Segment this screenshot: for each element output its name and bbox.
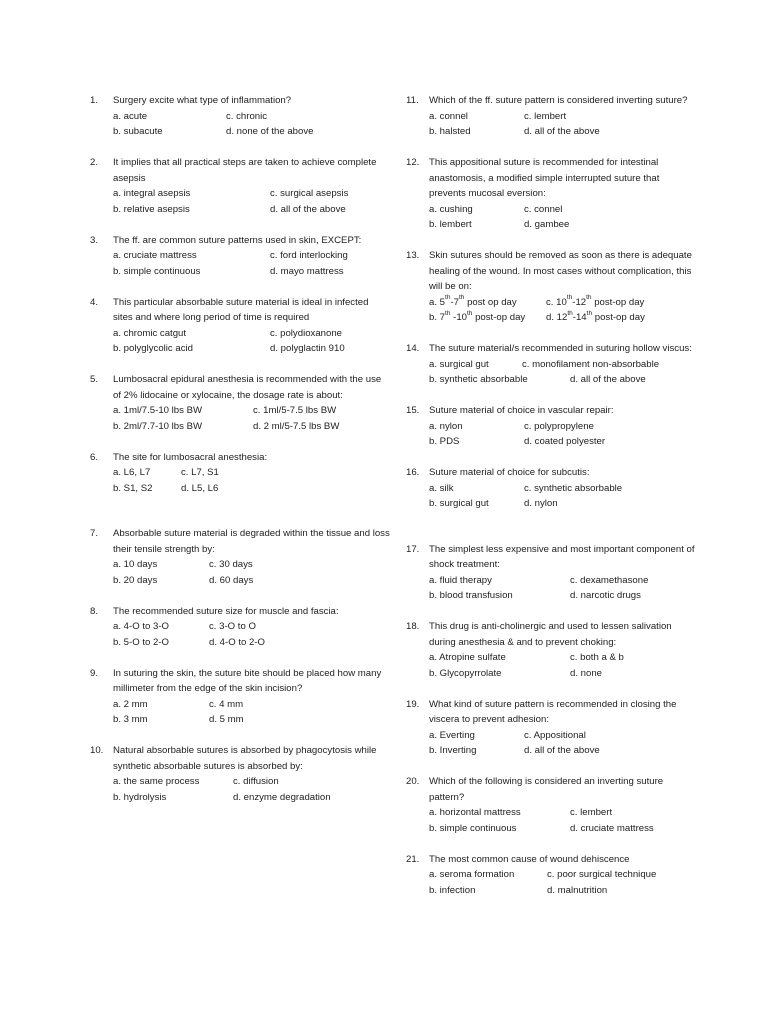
option-a: a. acute	[113, 110, 148, 122]
option-row	[429, 310, 696, 326]
question-1	[90, 93, 390, 140]
question-text: Which of the ff. suture pattern is considered inverting suture?	[429, 95, 688, 106]
question-13	[406, 248, 696, 326]
option-row	[429, 481, 696, 497]
question-7	[90, 526, 390, 588]
option-c: c. polypropylene	[524, 420, 594, 432]
question-16	[406, 465, 696, 512]
question-text: The ff. are common suture patterns used in skin, EXCEPT:	[113, 234, 362, 246]
question-text: The simplest less expensive and most important component of shock treatment:	[429, 543, 695, 570]
option-c: c. 1ml/5-7.5 lbs BW	[253, 405, 337, 416]
option-d: d. all of the above	[524, 126, 600, 137]
option-row	[429, 573, 696, 589]
option-a: a. connel	[429, 110, 468, 122]
option-d: d. enzyme degradation	[233, 791, 331, 803]
option-row	[113, 419, 390, 435]
option-c: c. synthetic absorbable	[524, 482, 623, 494]
option-c: c. ford interlocking	[270, 250, 348, 261]
question-4	[90, 295, 390, 357]
option-b: b. subacute	[113, 126, 163, 137]
option-c: c. 10th-12th post-op day	[546, 294, 645, 308]
option-d: d. coated polyester	[524, 436, 606, 447]
option-d: d. 12th-14th post-op day	[546, 309, 645, 323]
option-b: b. simple continuous	[113, 265, 201, 277]
option-b: b. infection	[429, 884, 476, 896]
question-19	[406, 697, 696, 759]
option-a: a. 1ml/7.5-10 lbs BW	[113, 405, 203, 416]
option-b: b. synthetic absorbable	[429, 374, 528, 385]
question-number: 8.	[90, 605, 99, 617]
question-number: 19.	[406, 698, 420, 710]
question-number: 20.	[406, 776, 420, 787]
option-a: a. fluid therapy	[429, 574, 492, 586]
option-d: d. 4-O to 2-O	[209, 636, 265, 648]
question-number: 4.	[90, 296, 99, 308]
option-c: c. diffusion	[233, 776, 279, 787]
option-row	[113, 264, 390, 280]
question-8	[90, 604, 390, 651]
option-a: a. 10 days	[113, 559, 158, 570]
option-b: b. halsted	[429, 126, 471, 137]
question-18	[406, 619, 696, 681]
question-number: 16.	[406, 467, 420, 478]
option-d: d. mayo mattress	[270, 265, 344, 277]
question-text: In suturing the skin, the suture bite should be placed how many millimeter from the edge of the skin incision?	[113, 667, 382, 694]
right-column	[406, 93, 696, 898]
option-a: a. seroma formation	[429, 869, 515, 880]
option-c: c. lembert	[524, 110, 567, 122]
question-2	[90, 155, 390, 217]
option-d: d. nylon	[524, 498, 558, 509]
option-a: a. chromic catgut	[113, 327, 187, 339]
question-number: 15.	[406, 405, 420, 416]
option-a: a. 2 mm	[113, 698, 148, 710]
option-a: a. Atropine sulfate	[429, 652, 506, 663]
option-row	[429, 124, 696, 140]
option-row	[113, 109, 390, 125]
option-b: b. Inverting	[429, 745, 477, 756]
question-number: 6.	[90, 451, 99, 463]
option-b: b. relative asepsis	[113, 203, 190, 215]
option-b: b. 20 days	[113, 574, 158, 586]
question-text: The site for lumbosacral anesthesia:	[113, 451, 268, 463]
option-a: a. nylon	[429, 420, 463, 432]
question-5	[90, 372, 390, 434]
question-text: This particular absorbable suture material is ideal in infected sites and where long period of time is required	[113, 296, 369, 323]
option-row	[429, 728, 696, 744]
question-12	[406, 155, 696, 233]
question-number: 3.	[90, 234, 99, 246]
option-d: d. 5 mm	[209, 714, 244, 725]
option-row	[113, 326, 390, 342]
question-14	[406, 341, 696, 388]
option-row	[429, 357, 696, 373]
option-row	[429, 666, 696, 682]
question-10	[90, 743, 390, 805]
question-number: 9.	[90, 667, 99, 679]
question-20	[406, 774, 696, 836]
option-row	[113, 124, 390, 140]
option-row	[113, 712, 390, 728]
option-c: c. monofilament non-absorbable	[522, 358, 660, 370]
question-17	[406, 542, 696, 604]
option-row	[429, 588, 696, 604]
question-number: 7.	[90, 528, 99, 539]
question-number: 18.	[406, 621, 420, 632]
option-b: b. S1, S2	[113, 482, 153, 494]
option-row	[429, 867, 696, 883]
left-column	[90, 93, 390, 805]
question-number: 1.	[90, 95, 99, 106]
option-c: c. poor surgical technique	[547, 869, 657, 880]
option-row	[113, 774, 390, 790]
question-15	[406, 403, 696, 450]
question-number: 11.	[406, 95, 419, 106]
option-row	[113, 202, 390, 218]
option-a: a. silk	[429, 482, 454, 494]
option-row	[113, 573, 390, 589]
option-d: d. 2 ml/5-7.5 lbs BW	[253, 420, 340, 432]
option-row	[429, 821, 696, 837]
option-c: c. 3-O to O	[209, 621, 256, 632]
option-row	[429, 434, 696, 450]
option-d: d. all of the above	[570, 374, 646, 385]
option-d: d. narcotic drugs	[570, 590, 641, 601]
option-a: a. Everting	[429, 729, 475, 741]
option-d: d. all of the above	[270, 203, 346, 215]
option-row	[429, 496, 696, 512]
question-text: Which of the following is considered an inverting suture pattern?	[429, 776, 664, 803]
option-d: d. all of the above	[524, 745, 600, 756]
question-text: It implies that all practical steps are taken to achieve complete asepsis	[113, 157, 377, 184]
option-d: d. none of the above	[226, 126, 314, 137]
option-row	[113, 790, 390, 806]
option-a: a. 4-O to 3-O	[113, 621, 169, 632]
option-row	[113, 697, 390, 713]
option-a: a. cruciate mattress	[113, 250, 197, 261]
option-row	[113, 341, 390, 357]
question-text: What kind of suture pattern is recommended in closing the viscera to prevent adhesion:	[429, 698, 677, 725]
option-c: c. Appositional	[524, 729, 586, 741]
question-number: 2.	[90, 157, 99, 168]
option-b: b. simple continuous	[429, 822, 517, 834]
option-d: d. none	[570, 667, 603, 679]
option-row	[429, 743, 696, 759]
question-number: 17.	[406, 543, 420, 555]
question-number: 14.	[406, 343, 420, 354]
option-row	[113, 619, 390, 635]
question-text: Natural absorbable sutures is absorbed by phagocytosis while synthetic absorbable sutures is absorbed by:	[113, 745, 377, 772]
question-text: Suture material of choice in vascular repair:	[429, 405, 614, 416]
option-b: b. surgical gut	[429, 498, 489, 509]
option-d: d. 60 days	[209, 574, 254, 586]
option-row	[429, 295, 696, 311]
question-text: Absorbable suture material is degraded within the tissue and loss their tensile strength by:	[113, 528, 390, 555]
question-21	[406, 852, 696, 899]
question-text: Lumbosacral epidural anesthesia is recommended with the use of 2% lidocaine or xylocaine, the dosage rate is about:	[113, 374, 382, 401]
option-row	[113, 403, 390, 419]
option-row	[429, 419, 696, 435]
question-11	[406, 93, 696, 140]
option-d: d. L5, L6	[181, 482, 219, 494]
option-row	[429, 109, 696, 125]
question-number: 5.	[90, 374, 99, 385]
question-text: The most common cause of wound dehiscence	[429, 853, 630, 865]
option-row	[113, 465, 390, 481]
option-c: c. 30 days	[209, 559, 253, 570]
question-number: 21.	[406, 853, 420, 865]
option-row	[113, 557, 390, 573]
option-a: a. integral asepsis	[113, 188, 191, 199]
option-row	[113, 248, 390, 264]
option-b: b. blood transfusion	[429, 590, 513, 601]
question-3	[90, 233, 390, 280]
question-number: 10.	[90, 745, 104, 756]
option-b: b. Glycopyrrolate	[429, 667, 502, 679]
option-c: c. surgical asepsis	[270, 188, 349, 199]
question-number: 13.	[406, 250, 420, 261]
question-number: 12.	[406, 157, 420, 168]
option-a: a. L6, L7	[113, 467, 151, 478]
option-a: a. horizontal mattress	[429, 807, 521, 818]
option-row	[429, 883, 696, 899]
question-text: This appositional suture is recommended for intestinal anastomosis, a modified simple interrupted suture that prevents mucosal eversion:	[429, 157, 660, 199]
question-text: The recommended suture size for muscle and fascia:	[113, 605, 339, 617]
question-text: Surgery excite what type of inflammation?	[113, 95, 292, 106]
option-a: a. 5th-7th post op day	[429, 294, 517, 308]
option-b: b. 2ml/7.7-10 lbs BW	[113, 420, 203, 432]
question-text: Skin sutures should be removed as soon as there is adequate healing of the wound. In most cases without complication, this will be on:	[429, 250, 692, 292]
option-c: c. polydioxanone	[270, 327, 343, 339]
question-9	[90, 666, 390, 728]
option-c: c. dexamethasone	[570, 574, 649, 586]
question-6	[90, 450, 390, 497]
question-text: The suture material/s recommended in suturing hollow viscus:	[429, 343, 692, 354]
option-b: b. lembert	[429, 219, 472, 230]
option-d: d. malnutrition	[547, 884, 608, 896]
option-c: c. chronic	[226, 110, 268, 122]
option-row	[113, 186, 390, 202]
option-c: c. connel	[524, 203, 563, 215]
option-b: b. PDS	[429, 436, 460, 447]
option-c: c. lembert	[570, 807, 613, 818]
option-row	[429, 650, 696, 666]
option-b: b. 5-O to 2-O	[113, 636, 169, 648]
option-row	[113, 481, 390, 497]
option-row	[429, 372, 696, 388]
question-text: Suture material of choice for subcutis:	[429, 467, 590, 478]
option-d: d. polyglactin 910	[270, 343, 345, 354]
option-a: a. the same process	[113, 776, 200, 787]
option-row	[429, 202, 696, 218]
option-a: a. cushing	[429, 203, 473, 215]
option-b: b. 3 mm	[113, 714, 148, 725]
option-c: c. L7, S1	[181, 467, 219, 478]
option-row	[113, 635, 390, 651]
option-b: b. 7th -10th post-op day	[429, 309, 526, 323]
option-d: d. cruciate mattress	[570, 822, 654, 834]
option-a: a. surgical gut	[429, 358, 489, 370]
option-row	[429, 805, 696, 821]
option-row	[429, 217, 696, 233]
question-text: This drug is anti-cholinergic and used to lessen salivation during anesthesia & and to prevent choking:	[429, 621, 672, 648]
option-d: d. gambee	[524, 219, 570, 230]
option-c: c. 4 mm	[209, 698, 244, 710]
option-b: b. polyglycolic acid	[113, 343, 193, 354]
option-c: c. both a & b	[570, 652, 624, 663]
option-b: b. hydrolysis	[113, 791, 167, 803]
